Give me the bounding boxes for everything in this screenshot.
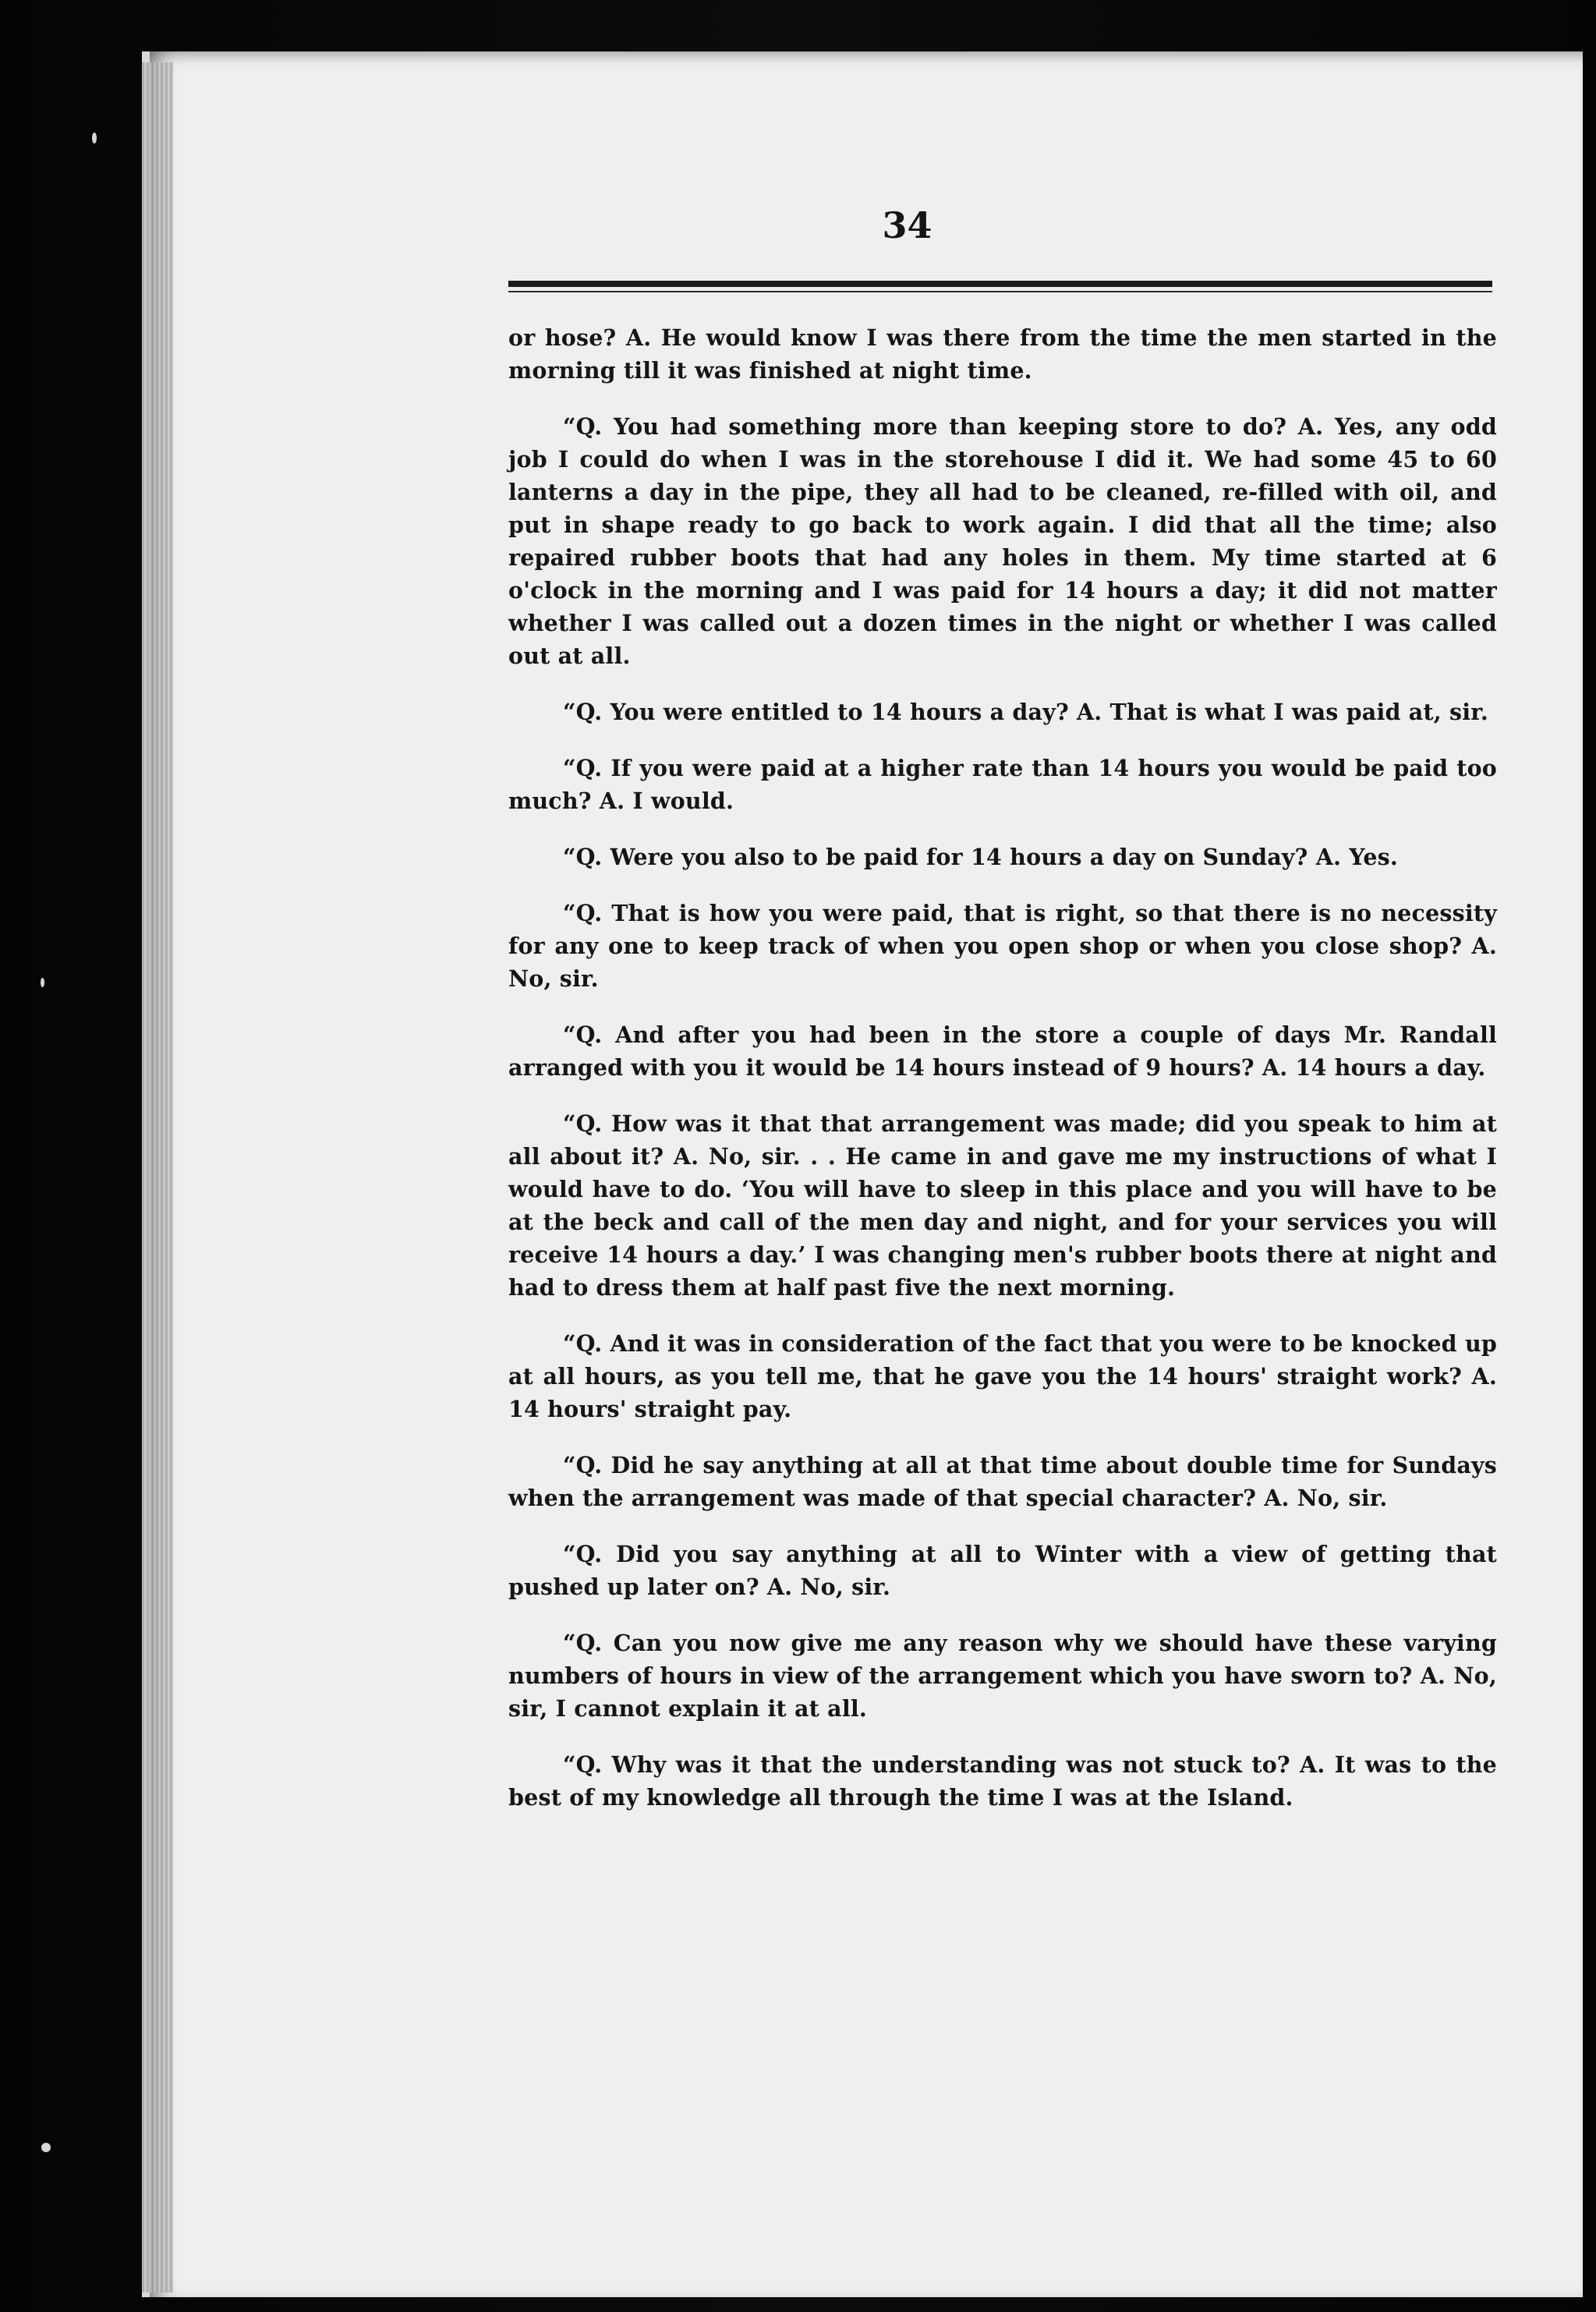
header-rule-thin [508, 291, 1492, 292]
paragraph: “Q. You had something more than keeping store to do? A. Yes, any odd job I could do when I was in the storehouse I did it. We had some 45 to 60 lanterns a day in the pipe, they all had to be cleaned, re-filled with oil, and put in shape ready to go back to work again. I did that all the time; also repaired rubber boots that had any holes in them. My time started at 6 o'clock in the morning and I was paid for 14 hours a day; it did not matter whether I was called out a dozen times in the night or whether I was called out at all. [508, 413, 1497, 669]
paragraph: “Q. Can you now give me any reason why we should have these varying numbers of hours in view of the arrangement which you have sworn to? A. No, sir, I cannot explain it at all. [508, 1630, 1497, 1722]
scan-speck [41, 2143, 51, 2152]
header-rule [508, 281, 1492, 287]
scan-speck [41, 978, 44, 987]
paragraph: “Q. Did he say anything at all at that time about double time for Sundays when the arrangement was made of that special character? A. No, sir. [508, 1452, 1497, 1511]
scan-speck [92, 133, 97, 143]
body-text [508, 321, 1497, 1837]
paragraph: “Q. If you were paid at a higher rate than 14 hours you would be paid too much? A. I would. [508, 755, 1497, 814]
paragraph: “Q. Were you also to be paid for 14 hours a day on Sunday? A. Yes. [563, 844, 1399, 870]
page-number: 34 [882, 204, 932, 246]
paragraph: “Q. How was it that that arrangement was made; did you speak to him at all about it? A. No, sir. . . He came in and gave me my instructions of what I would have to do. ‘You will have to sleep in this place and you will have to be at the beck and call of the men day and night, and for your services you will receive 14 hours a day.’ I was changing men's rubber boots there at night and had to dress them at half past five the next morning. [508, 1110, 1497, 1301]
paragraph: “Q. That is how you were paid, that is right, so that there is no necessity for any one to keep track of when you open shop or when you close shop? A. No, sir. [508, 900, 1497, 992]
paragraph: or hose? A. He would know I was there from the time the men started in the morning till it was finished at night time. [508, 324, 1497, 384]
paragraph: “Q. And it was in consideration of the fact that you were to be knocked up at all hours, as you tell me, that he gave you the 14 hours' straight work? A. 14 hours' straight pay. [508, 1330, 1497, 1422]
paragraph: “Q. And after you had been in the store a couple of days Mr. Randall arranged with you it would be 14 hours instead of 9 hours? A. 14 hours a day. [508, 1021, 1497, 1081]
page-binding-edge [142, 62, 173, 2293]
paragraph: “Q. Did you say anything at all to Winter with a view of getting that pushed up later on? A. No, sir. [508, 1541, 1497, 1600]
paragraph: “Q. Why was it that the understanding was not stuck to? A. It was to the best of my knowledge all through the time I was at the Island. [508, 1751, 1497, 1811]
paragraph: “Q. You were entitled to 14 hours a day? A. That is what I was paid at, sir. [563, 699, 1488, 725]
